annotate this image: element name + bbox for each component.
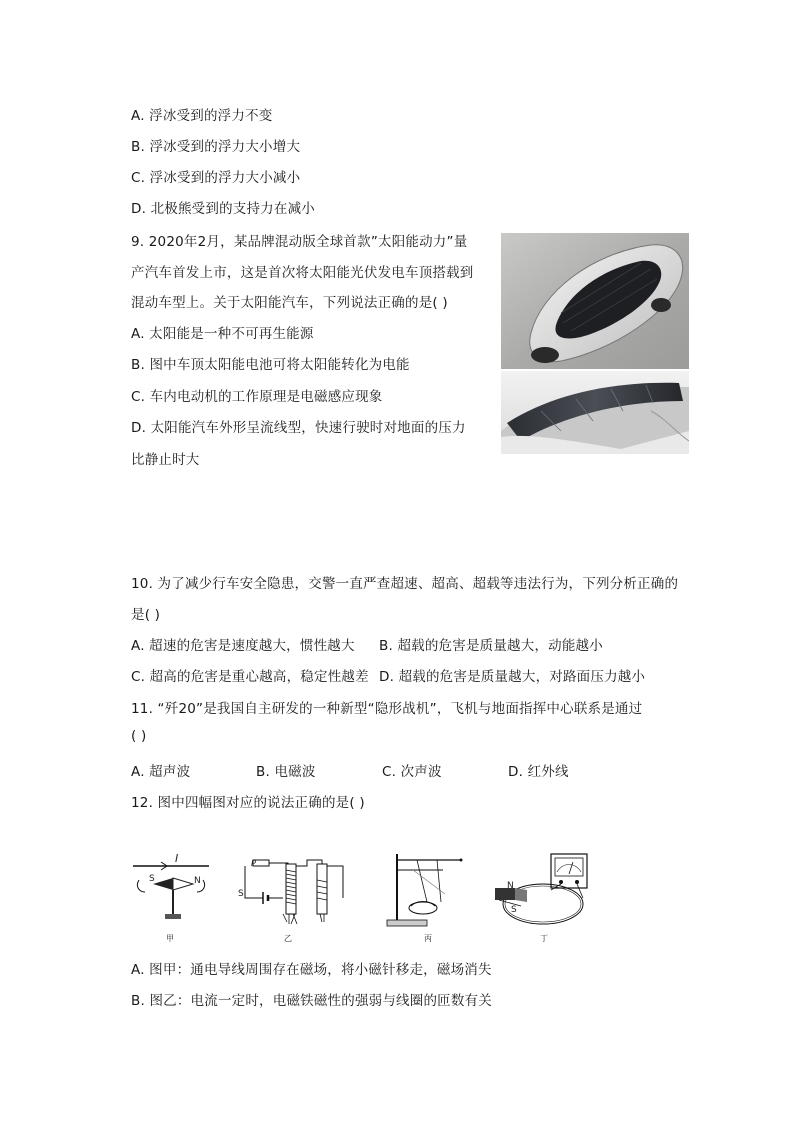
figure-yi-s-label: S — [238, 889, 244, 899]
q12-option-a: A. 图甲：通电导线周围存在磁场，将小磁针移走，磁场消失 — [131, 962, 492, 978]
figure-jia-compass — [131, 852, 211, 932]
figure-bing-apparatus — [383, 850, 465, 932]
figure-ding-n-label: N — [507, 881, 514, 891]
solar-car-top-photo — [501, 233, 689, 369]
q12-stem: 12. 图中四幅图对应的说法正确的是( ) — [131, 795, 365, 811]
q11-stem-line-2: ( ) — [131, 728, 147, 744]
figure-jia-caption: 甲 — [166, 934, 174, 943]
q9-stem-line-3: 混动车型上。关于太阳能汽车，下列说法正确的是( ) — [131, 295, 448, 311]
q12-option-b: B. 图乙：电流一定时，电磁铁磁性的强弱与线圈的匝数有关 — [131, 993, 492, 1009]
figure-jia-n-label: N — [194, 876, 201, 886]
q11-option-b: B. 电磁波 — [256, 764, 316, 780]
q8-option-c: C. 浮冰受到的浮力大小减小 — [131, 170, 301, 186]
q10-option-b: B. 超载的危害是质量越大，动能越小 — [379, 638, 603, 654]
figure-ding-caption: 丁 — [540, 934, 548, 943]
figure-yi-p-label: P — [251, 859, 256, 868]
q11-option-d: D. 红外线 — [508, 764, 569, 780]
q9-option-c: C. 车内电动机的工作原理是电磁感应现象 — [131, 389, 383, 405]
q9-stem-line-2: 产汽车首发上市，这是首次将太阳能光伏发电车顶搭载到 — [131, 265, 474, 281]
q9-option-d-continued: 比静止时大 — [131, 452, 200, 468]
q10-option-a: A. 超速的危害是速度越大，惯性越大 — [131, 638, 355, 654]
q8-option-b: B. 浮冰受到的浮力大小增大 — [131, 139, 301, 155]
q9-option-d: D. 太阳能汽车外形呈流线型，快速行驶时对地面的压力 — [131, 420, 466, 436]
figure-ding-s-label: S — [511, 905, 517, 915]
q10-option-d: D. 超载的危害是质量越大，对路面压力越小 — [379, 669, 646, 685]
q9-option-a: A. 太阳能是一种不可再生能源 — [131, 326, 314, 342]
figure-ding-galvanometer — [491, 850, 601, 932]
figure-bing-caption: 丙 — [424, 934, 432, 943]
q11-option-c: C. 次声波 — [382, 764, 442, 780]
figure-jia-s-label: S — [149, 874, 155, 884]
q8-option-a: A. 浮冰受到的浮力不变 — [131, 108, 273, 124]
q9-stem-line-1: 9. 2020年2月，某品牌混动版全球首款”太阳能动力”量 — [131, 234, 468, 250]
q9-option-b: B. 图中车顶太阳能电池可将太阳能转化为电能 — [131, 357, 410, 373]
q10-stem-line-2: 是( ) — [131, 607, 161, 623]
figure-yi-caption: 乙 — [284, 934, 292, 943]
q10-option-c: C. 超高的危害是重心越高，稳定性越差 — [131, 669, 369, 685]
q11-option-a: A. 超声波 — [131, 764, 191, 780]
solar-roof-closeup-photo — [501, 371, 689, 454]
q10-stem-line-1: 10. 为了减少行车安全隐患，交警一直严查超速、超高、超载等违法行为，下列分析正确的 — [131, 576, 679, 592]
figure-jia-current-label: I — [175, 852, 179, 865]
q8-option-d: D. 北极熊受到的支持力在减小 — [131, 201, 315, 217]
q11-stem-line-1: 11. “歼20”是我国自主研发的一种新型“隐形战机”，飞机与地面指挥中心联系是通过 — [131, 701, 643, 717]
